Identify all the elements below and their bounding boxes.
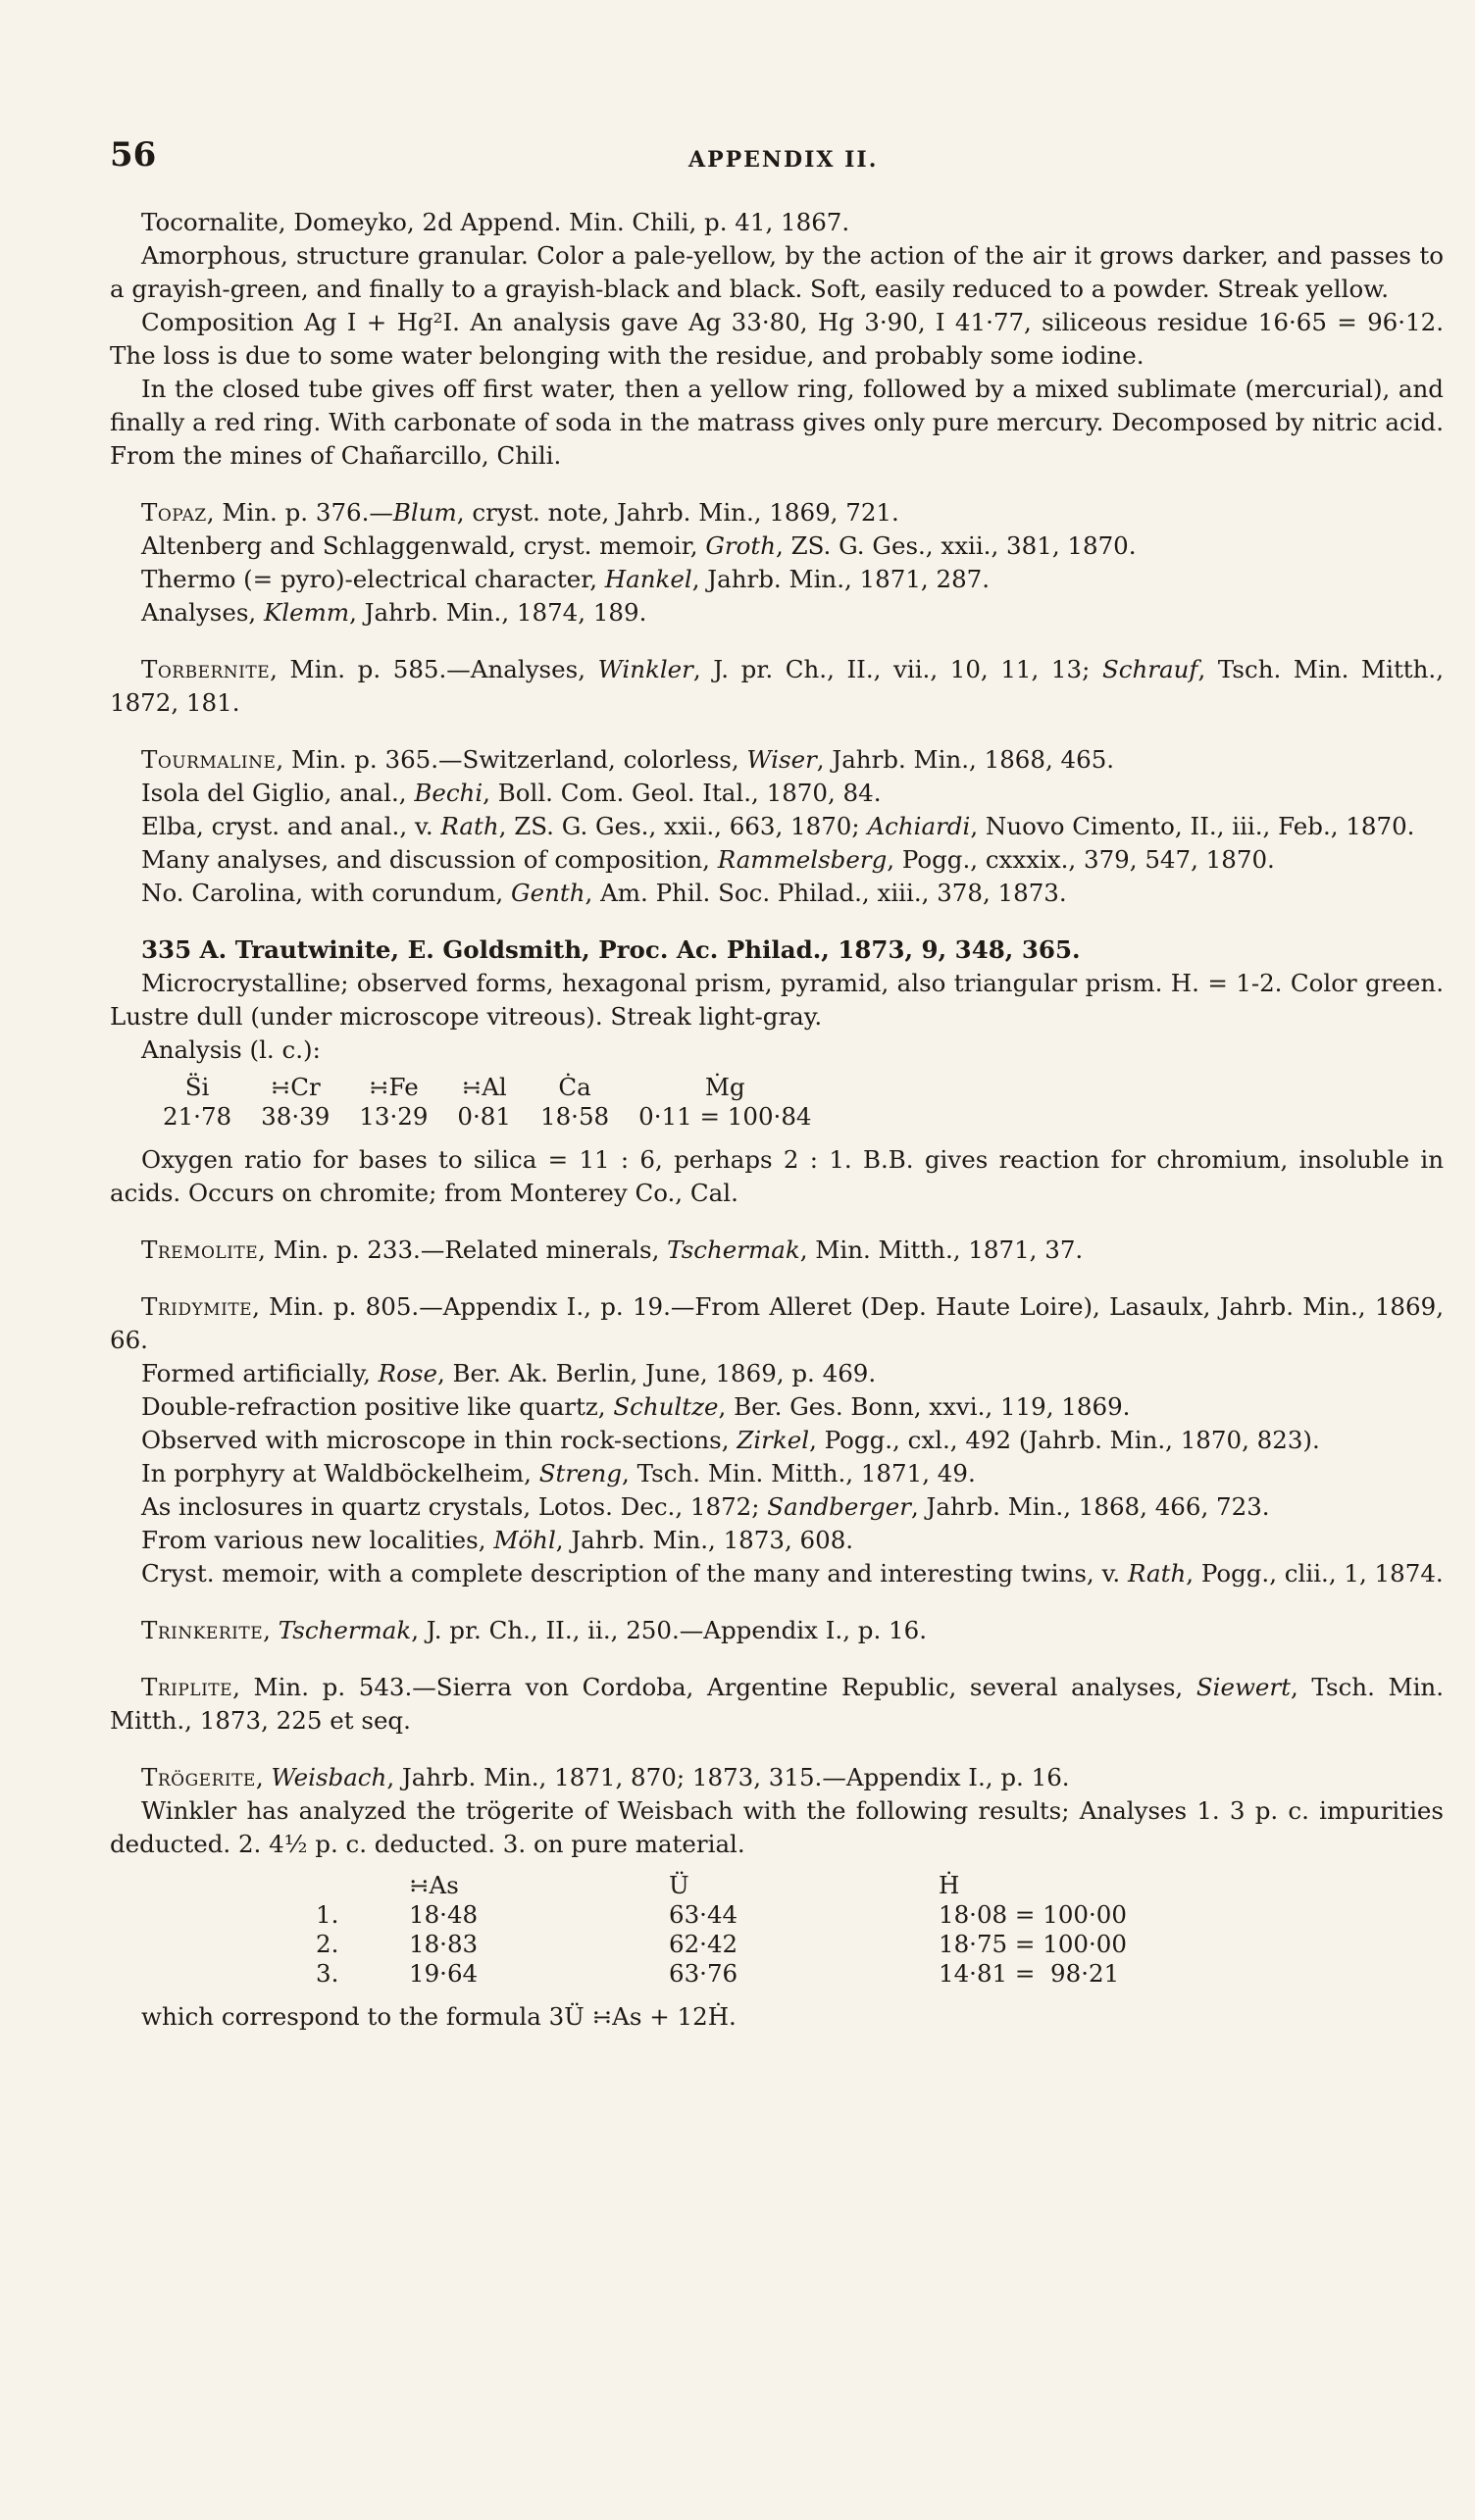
entry-topaz (110, 496, 1444, 630)
entry-line: Tremolite, Min. p. 233.—Related minerals, Tschermak, Min. Mitth., 1871, 37. (141, 1235, 1084, 1264)
entry-line: Analyses, Klemm, Jahrb. Min., 1874, 189. (141, 598, 647, 627)
table-row (163, 1102, 841, 1132)
entry-line: Topaz, Min. p. 376.—Blum, cryst. note, Jahrb. Min., 1869, 721. (141, 498, 899, 527)
entry-tridymite (110, 1290, 1444, 1590)
table-cell: Ü (669, 1871, 689, 1899)
entry-line: Double-refraction positive like quartz, Schultze, Ber. Ges. Bonn, xxvi., 119, 1869. (141, 1392, 1131, 1421)
entry-tremolite (110, 1234, 1444, 1267)
entry-line: Cryst. memoir, with a complete description of the many and interesting twins, v. Rath, Pogg., clii., 1, 1874. (141, 1559, 1444, 1588)
analysis-table (163, 1073, 841, 1132)
table-cell: S̈i (184, 1073, 210, 1101)
entry-line: Observed with microscope in thin rock-sections, Zirkel, Pogg., cxl., 492 (Jahrb. Min., 1870, 823). (141, 1426, 1320, 1454)
table-cell: 63·76 (669, 1959, 738, 1988)
table-row (163, 1073, 841, 1102)
table-cell: 38·39 (261, 1102, 331, 1131)
mineral-name: Triplite (141, 1673, 233, 1701)
table-cell: 0·81 (457, 1102, 511, 1131)
page-number: 56 (110, 135, 157, 175)
entry-trinkerite (110, 1614, 1444, 1647)
entry-heading: 335 A. Trautwinite, E. Goldsmith, Proc. Ac. Philad., 1873, 9, 348, 365. (141, 935, 1081, 964)
mineral-name: Tridymite (141, 1292, 253, 1321)
table-cell: 13·29 (359, 1102, 429, 1131)
entry-line: From various new localities, Möhl, Jahrb. Min., 1873, 608. (141, 1526, 854, 1554)
page-header (110, 135, 1444, 184)
table-cell: 3. (316, 1959, 339, 1988)
table-cell: 18·48 (409, 1900, 479, 1929)
table-cell: 2. (316, 1930, 339, 1958)
table-row (316, 1930, 1233, 1959)
entry-torbernite (110, 653, 1444, 720)
analysis-table (316, 1871, 1233, 1989)
table-cell: ∺Al (461, 1073, 507, 1101)
table-cell: 18·83 (409, 1930, 479, 1958)
entry-line: Torbernite, Min. p. 585.—Analyses, Winkler, J. pr. Ch., II., vii., 10, 11, 13; Schrauf, Tsch. Min. Mitth., 1872, 181. (110, 655, 1444, 717)
entry-line: Elba, cryst. and anal., v. Rath, ZS. G. Ges., xxii., 663, 1870; Achiardi, Nuovo Cimento, II., iii., Feb., 1870. (141, 812, 1415, 840)
table-cell: 62·42 (669, 1930, 738, 1958)
mineral-name: Topaz (141, 498, 207, 527)
closing-line: which correspond to the formula 3Ü ∺As + 12Ḣ. (141, 2002, 737, 2031)
table-cell: 1. (316, 1900, 339, 1929)
paragraph: In the closed tube gives off first water, then a yellow ring, followed by a mixed sublimate (mercurial), and finally a red ring. With carbonate of soda in the matrass gives only pure mercury. Decomposed by nitric acid. From the mines of Chañarcillo, Chili. (110, 375, 1444, 470)
entry-line: Formed artificially, Rose, Ber. Ak. Berlin, June, 1869, p. 469. (141, 1359, 877, 1387)
entry-line: Many analyses, and discussion of composition, Rammelsberg, Pogg., cxxxix., 379, 547, 1870. (141, 845, 1275, 874)
entry-line: No. Carolina, with corundum, Genth, Am. Phil. Soc. Philad., xiii., 378, 1873. (141, 879, 1067, 907)
paragraph: Microcrystalline; observed forms, hexagonal prism, pyramid, also triangular prism. H. = 1-2. Color green. Lustre dull (under microscope vitreous). Streak light-gray. (110, 969, 1444, 1031)
table-cell: 18·08 = 100·00 (939, 1900, 1127, 1929)
entry-line: Thermo (= pyro)-electrical character, Hankel, Jahrb. Min., 1871, 287. (141, 565, 991, 593)
table-cell: 19·64 (409, 1959, 479, 1988)
mineral-name: Tourmaline (141, 745, 277, 774)
entry-line: Trinkerite, Tschermak, J. pr. Ch., II., ii., 250.—Appendix I., p. 16. (141, 1616, 927, 1644)
entry-triplite (110, 1671, 1444, 1738)
page-body (110, 206, 1444, 2057)
table-cell: Ṁg (704, 1073, 745, 1101)
entry-line: Tourmaline, Min. p. 365.—Switzerland, colorless, Wiser, Jahrb. Min., 1868, 465. (141, 745, 1115, 774)
table-cell (316, 1871, 409, 1900)
table-row (316, 1900, 1233, 1930)
table-cell: ∺As (409, 1871, 459, 1899)
entry-line: As inclosures in quartz crystals, Lotos. Dec., 1872; Sandberger, Jahrb. Min., 1868, 466, 723. (141, 1492, 1270, 1521)
analysis-label: Analysis (l. c.): (141, 1035, 321, 1064)
table-cell: 0·11 = 100·84 (638, 1102, 812, 1131)
table-row (316, 1871, 1233, 1900)
table-cell: 21·78 (163, 1102, 232, 1131)
table-cell: Ḣ (939, 1871, 960, 1899)
paragraph: Composition Ag I + Hg²I. An analysis gave Ag 33·80, Hg 3·90, I 41·77, siliceous residue 16·65 = 96·12. The loss is due to some water belonging with the residue, and probably some iodine. (110, 308, 1444, 370)
entry-trogerite (110, 1761, 1444, 2034)
table-cell: 18·58 (539, 1102, 610, 1131)
mineral-name: Tremolite (141, 1235, 259, 1264)
paragraph: Oxygen ratio for bases to silica = 11 : 6, perhaps 2 : 1. B.B. gives reaction for chromium, insoluble in acids. Occurs on chromite; from Monterey Co., Cal. (110, 1145, 1444, 1207)
paragraph: Winkler has analyzed the trögerite of Weisbach with the following results; Analyses 1. 3 p. c. impurities deducted. 2. 4½ p. c. deducted. 3. on pure material. (110, 1796, 1444, 1858)
entry-heading: Tocornalite, Domeyko, 2d Append. Min. Chili, p. 41, 1867. (141, 208, 850, 236)
table-cell: 14·81 = 98·21 (939, 1959, 1120, 1988)
mineral-name: Torbernite (141, 655, 271, 683)
entry-trautwinite (110, 933, 1444, 1210)
entry-line: Tridymite, Min. p. 805.—Appendix I., p. 19.—From Alleret (Dep. Haute Loire), Lasaulx, Jahrb. Min., 1869, 66. (110, 1292, 1444, 1354)
entry-tourmaline (110, 743, 1444, 910)
entry-line: In porphyry at Waldböckelheim, Streng, Tsch. Min. Mitth., 1871, 49. (141, 1459, 976, 1487)
table-cell: 18·75 = 100·00 (939, 1930, 1127, 1958)
entry-line: Triplite, Min. p. 543.—Sierra von Cordoba, Argentine Republic, several analyses, Siewert, Tsch. Min. Mitth., 1873, 225 et seq. (110, 1673, 1444, 1735)
table-cell: Ċa (558, 1073, 591, 1101)
table-cell: ∺Fe (369, 1073, 419, 1101)
entry-tocornalite (110, 206, 1444, 473)
table-row (316, 1959, 1233, 1989)
paragraph: Amorphous, structure granular. Color a pale-yellow, by the action of the air it grows darker, and passes to a grayish-green, and finally to a grayish-black and black. Soft, easily reduced to a powder. Streak yellow. (110, 241, 1444, 303)
table-cell: 63·44 (669, 1900, 738, 1929)
entry-line: Trögerite, Weisbach, Jahrb. Min., 1871, 870; 1873, 315.—Appendix I., p. 16. (141, 1763, 1070, 1791)
entry-line: Altenberg and Schlaggenwald, cryst. memoir, Groth, ZS. G. Ges., xxii., 381, 1870. (141, 531, 1137, 560)
mineral-name: Trögerite (141, 1763, 256, 1791)
running-head: APPENDIX II. (688, 147, 879, 173)
mineral-name: Trinkerite (141, 1616, 264, 1644)
table-cell: ∺Cr (270, 1073, 321, 1101)
entry-line: Isola del Giglio, anal., Bechi, Boll. Com. Geol. Ital., 1870, 84. (141, 779, 882, 807)
